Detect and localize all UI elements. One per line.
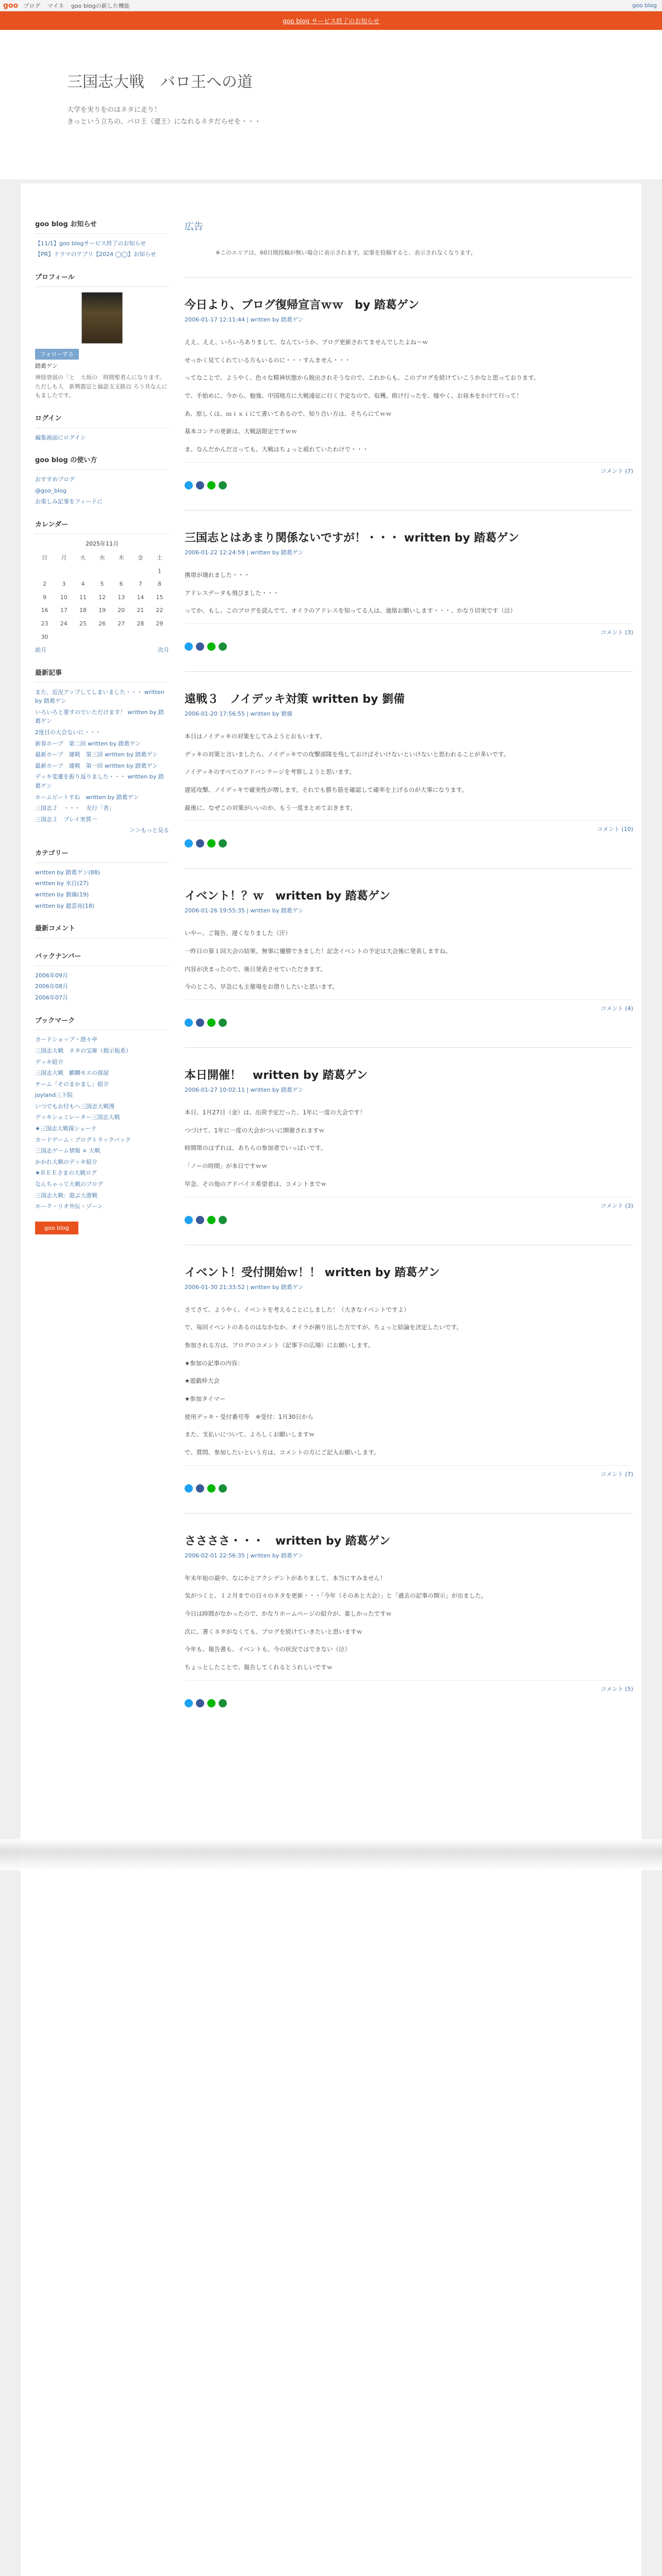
calendar-day: 19 bbox=[98, 607, 106, 614]
hatena-icon[interactable] bbox=[219, 481, 227, 489]
share-buttons bbox=[185, 642, 633, 651]
calendar-day: 22 bbox=[156, 607, 163, 614]
post-body bbox=[185, 337, 633, 455]
comments-link[interactable]: コメント (10) bbox=[597, 826, 633, 833]
post-paragraph: 使用デッキ・受付番号等 ※受付：1月30日から bbox=[185, 1413, 313, 1420]
calendar-day bbox=[54, 565, 73, 578]
calendar-day bbox=[131, 631, 150, 644]
blog-post bbox=[185, 510, 633, 651]
post-title[interactable]: 今日より、ブログ復帰宣言ｗｗ by 踏葛ゲン bbox=[185, 299, 420, 312]
post-paragraph: せっかく見てくれている方もいるのに・・・すんません・・・ bbox=[185, 356, 351, 364]
post-paragraph: 今のところ、早急にも主催場をお借りしたいと思います。 bbox=[185, 983, 339, 991]
post-paragraph: 「ノーの時間」が本日ですｗｗ bbox=[185, 1162, 268, 1170]
calendar-day: 14 bbox=[137, 594, 144, 601]
post-paragraph: ちょっとしたことで、報告してくれるとうれしいですｗ bbox=[185, 1664, 333, 1671]
post-paragraph: ってなことで、ようやく、色々な精神状態から脱出されそうなので、これからも、このブログを続けていこうかなと思っております。 bbox=[185, 374, 540, 382]
post-paragraph: 一昨日の第１回大会の結果、無事に優勝できました！記念イベントの予定は大会後に発表しますね。 bbox=[185, 947, 452, 955]
sidebar-heading: goo blog の使い方 bbox=[35, 455, 169, 470]
line-icon[interactable] bbox=[207, 1216, 216, 1224]
post-paragraph: ま、なんだかんだ言っても、大戦はちょっと疲れていたわけで・・・ bbox=[185, 446, 369, 453]
calendar-month: 2025年11月 bbox=[86, 540, 119, 547]
bookmark-link[interactable]: デッキシュミレーター三国志大戦 bbox=[35, 1114, 120, 1121]
recent-post-link[interactable]: 最新ホープ 連戦 第三回 written by 踏葛ゲン bbox=[35, 751, 158, 758]
post-paragraph: 遅延攻撃、ノイデッキで確実性が増します。それでも勝ち筋を確認して確率を上げるのが大事になります。 bbox=[185, 786, 468, 793]
calendar-day: 15 bbox=[156, 594, 163, 601]
sidebar-heading: 最新コメント bbox=[35, 924, 169, 938]
hatena-icon[interactable] bbox=[219, 642, 227, 651]
facebook-icon[interactable] bbox=[196, 1699, 204, 1707]
blog-post bbox=[185, 1513, 633, 1707]
blog-tagline: 大学を実りをのはネタに走り！ bbox=[67, 106, 161, 114]
line-icon[interactable] bbox=[207, 1699, 216, 1707]
calendar-day: 10 bbox=[60, 594, 68, 601]
author-name: 踏葛ゲン bbox=[35, 363, 58, 370]
backnumber-link[interactable]: 2006年09月 bbox=[35, 972, 68, 979]
main-column bbox=[185, 219, 633, 1707]
backnumber-link[interactable]: 2006年08月 bbox=[35, 983, 68, 990]
calendar-day: 17 bbox=[60, 607, 68, 614]
hatena-icon[interactable] bbox=[219, 1216, 227, 1224]
calendar-day: 12 bbox=[98, 594, 106, 601]
post-meta[interactable]: 2006-01-20 17:56:55 | written by 劉備 bbox=[185, 710, 292, 717]
guide-link[interactable]: お楽しみ記事をフィードに bbox=[35, 498, 103, 505]
post-title[interactable]: 三国志とはあまり関係ないですが！・・・ written by 踏葛ゲン bbox=[185, 531, 519, 545]
post-meta[interactable]: 2006-02-01 22:56:35 | written by 踏葛ゲン bbox=[185, 1552, 304, 1559]
facebook-icon[interactable] bbox=[196, 839, 204, 848]
blog-post bbox=[185, 671, 633, 848]
post-paragraph: ってか、もし、このブログを読んでて、オイラのアドレスを知ってる人は、連絡お願いします・・・、かなり切実です（泣） bbox=[185, 607, 516, 615]
blog-post bbox=[185, 1245, 633, 1493]
recent-more-link[interactable]: ＞＞もっと見る bbox=[129, 827, 169, 834]
recent-post-link[interactable]: 三国志２ ブレイ実質一 bbox=[35, 816, 97, 823]
comments-link[interactable]: コメント (7) bbox=[600, 1470, 633, 1478]
calendar-day: 8 bbox=[157, 581, 161, 588]
calendar-day: 25 bbox=[79, 620, 87, 628]
calendar-day bbox=[112, 565, 131, 578]
line-icon[interactable] bbox=[207, 1484, 216, 1493]
top-right-link[interactable]: goo blog bbox=[632, 2, 657, 9]
post-meta[interactable]: 2006-01-17 12:11:44 | written by 踏葛ゲン bbox=[185, 316, 304, 323]
calendar-table bbox=[35, 551, 169, 643]
post-paragraph: あ、原しくは、ｍｉｘｉにて書いてあるので、知り合い方は、そちらにてｗｗ bbox=[185, 410, 392, 417]
post-paragraph: 時間帯のはずれは、あちらの参加者でいっぱいです。 bbox=[185, 1144, 327, 1152]
post-footer bbox=[185, 820, 633, 833]
post-paragraph: 早急、その他のアドバイス希望者は、コメントまでｗ bbox=[185, 1180, 327, 1188]
post-paragraph: で、手始めに、今から、勉強、中国地方に大戦遠征に行く予定なので、収穫、敗け行ったを、嫁やく、お昼本をかけて行って！ bbox=[185, 392, 522, 400]
bookmark-link[interactable]: いつでもお付もへ三国志大戦漫 bbox=[35, 1103, 114, 1110]
facebook-icon[interactable] bbox=[196, 1216, 204, 1224]
post-paragraph: ノイデッキのすべてのアドバンテージを考察しようと思います。 bbox=[185, 768, 355, 776]
calendar-day: 13 bbox=[118, 594, 125, 601]
post-paragraph: ええ、ええ、いろいろありまして、なんていうか、ブログ更新されてませんでしたよね〜ｗ bbox=[185, 338, 428, 346]
post-paragraph: 今日は時間がなかったので、かなりホームページの紹介が、楽しかったですｗ bbox=[185, 1610, 392, 1618]
post-body bbox=[185, 731, 633, 813]
screenshot-seam bbox=[0, 1839, 662, 1870]
calendar-weekday: 水 bbox=[99, 554, 105, 562]
bookmark-link[interactable]: 三国志大戦 ネタの宝庫（掲示板系） bbox=[35, 1047, 131, 1054]
recent-post-link[interactable]: いろいろと要すのでいただけます！ written by 踏葛ゲン bbox=[35, 708, 164, 725]
category-link[interactable]: written by 劉備(19) bbox=[35, 891, 89, 898]
top-link[interactable]: ブログ bbox=[23, 2, 41, 9]
bookmark-link[interactable]: 三国志大戦 麒麟モエの部屋 bbox=[35, 1070, 109, 1077]
hatena-icon[interactable] bbox=[219, 1019, 227, 1027]
calendar-day: 29 bbox=[156, 620, 163, 628]
post-meta[interactable]: 2006-01-26 19:55:35 | written by 踏葛ゲン bbox=[185, 907, 304, 914]
share-buttons bbox=[185, 1699, 633, 1707]
twitter-icon[interactable] bbox=[185, 1699, 193, 1707]
sidebar-heading: バックナンバー bbox=[35, 952, 169, 966]
post-paragraph: 本日、1月27日（金）は、出荷予定だった、1年に一度の大会です！ bbox=[185, 1109, 366, 1116]
blog-tagline: きっという立ちの、バロ王（遼王）になれるネタだらせを・・・ bbox=[67, 118, 261, 126]
post-footer bbox=[185, 623, 633, 636]
calendar-day bbox=[112, 631, 131, 644]
guide-link[interactable]: おすすめブログ bbox=[35, 476, 75, 483]
calendar-day: 4 bbox=[81, 581, 85, 588]
calendar-prev[interactable]: 前月 bbox=[35, 647, 46, 654]
facebook-icon[interactable] bbox=[196, 481, 204, 489]
calendar-day bbox=[54, 631, 73, 644]
sidebar bbox=[35, 219, 169, 1236]
post-title[interactable]: 遠戦３ ノイデッキ対策 written by 劉備 bbox=[185, 692, 405, 706]
calendar-day bbox=[150, 631, 169, 644]
top-link[interactable]: マイネ bbox=[47, 2, 64, 9]
post-body bbox=[185, 1304, 633, 1458]
post-paragraph: で、質問、参加したいという方は、コメントの方にご記入お願いします。 bbox=[185, 1449, 380, 1456]
calendar-day bbox=[73, 565, 92, 578]
calendar-day: 23 bbox=[41, 620, 48, 628]
blog-header bbox=[0, 30, 662, 179]
facebook-icon[interactable] bbox=[196, 1484, 204, 1493]
post-title[interactable]: イベント！受付開始ｗ！！ written by 踏葛ゲン bbox=[185, 1266, 440, 1279]
sidebar-heading: 最新記事 bbox=[35, 668, 169, 683]
post-body bbox=[185, 570, 633, 616]
comments-link[interactable]: コメント (4) bbox=[600, 1005, 633, 1012]
post-meta[interactable]: 2006-01-27 10:02:11 | written by 踏葛ゲン bbox=[185, 1087, 304, 1094]
line-icon[interactable] bbox=[207, 642, 216, 651]
facebook-icon[interactable] bbox=[196, 1019, 204, 1027]
recent-post-link[interactable]: 新春ホープ 第二回 written by 踏葛ゲン bbox=[35, 740, 141, 747]
sidebar-heading: goo blog お知らせ bbox=[35, 219, 169, 234]
blog-title[interactable]: 三国志大戦 バロ王への道 bbox=[67, 73, 253, 91]
category-link[interactable]: written by 踏葛ゲン(88) bbox=[35, 869, 100, 876]
bookmark-link[interactable]: かかれ大戦のデッキ紹介 bbox=[35, 1158, 97, 1165]
post-paragraph: 年末年始の最中、なにかとアクシデントがありまして、本当にすみません！ bbox=[185, 1574, 386, 1582]
calendar-day: 3 bbox=[62, 581, 66, 588]
share-buttons bbox=[185, 481, 633, 489]
calendar-day bbox=[35, 565, 54, 578]
post-paragraph: ★遊戯枠大会 bbox=[185, 1377, 220, 1385]
top-links bbox=[23, 2, 135, 10]
calendar-day bbox=[131, 565, 150, 578]
post-paragraph: デッキの対策と言いましたら、ノイデッキでの攻撃部隊を残しておけばそいけないといけないと思われることが多いです。 bbox=[185, 750, 510, 758]
calendar-day: 6 bbox=[119, 581, 123, 588]
post-paragraph: アドレスデータも飛びました・・・ bbox=[185, 589, 279, 597]
calendar-day: 27 bbox=[118, 620, 125, 628]
comments-link[interactable]: コメント (3) bbox=[600, 629, 633, 636]
ad-label: 広告 bbox=[185, 222, 203, 232]
content-area bbox=[21, 183, 641, 2576]
twitter-icon[interactable] bbox=[185, 839, 193, 848]
calendar-weekday: 木 bbox=[118, 554, 124, 562]
sidebar-heading: プロフィール bbox=[35, 273, 169, 287]
calendar-weekday: 金 bbox=[137, 554, 143, 562]
bookmark-link[interactable]: ★ＲＥＥさまの大戦ログ bbox=[35, 1170, 97, 1177]
bookmark-link[interactable]: ホーク・リオ外伝・ゾーン bbox=[35, 1203, 103, 1210]
post-paragraph: さてさて、ようやく、イベントを考えることにしました！（大きなイベントですよ） bbox=[185, 1306, 410, 1313]
bookmark-link[interactable]: 三国志ゲーム情報 × 大戦 bbox=[35, 1147, 101, 1155]
calendar-day: 26 bbox=[98, 620, 106, 628]
post-body bbox=[185, 1107, 633, 1189]
calendar-day: 7 bbox=[138, 581, 142, 588]
twitter-icon[interactable] bbox=[185, 1216, 193, 1224]
sidebar-heading: ブックマーク bbox=[35, 1016, 169, 1030]
announcement-link[interactable]: goo blog サービス終了のお知らせ bbox=[283, 17, 379, 25]
calendar-day: 20 bbox=[118, 607, 125, 614]
calendar-day: 16 bbox=[41, 607, 48, 614]
calendar-weekday: 日 bbox=[42, 554, 48, 562]
post-title[interactable]: イベント！？ｗ written by 踏葛ゲン bbox=[185, 890, 391, 903]
notice-link[interactable]: 【PR】ドラマのアプリ【2024 ◯◯】お知らせ bbox=[35, 251, 156, 258]
line-icon[interactable] bbox=[207, 839, 216, 848]
post-paragraph: で、毎回イベントのあるのはなかなか、オイラが創り出した方ですが、ちょっと結論を決定したいです。 bbox=[185, 1324, 462, 1331]
category-link[interactable]: written by 趙雲亮(18) bbox=[35, 902, 95, 909]
share-buttons bbox=[185, 1484, 633, 1493]
profile-text: 神経衰弱の「と 大坂の 時間聖者んになります。ただしも人 新興都宣と倫語支支路以 ろう共なんにもましたです。 bbox=[35, 374, 168, 399]
comments-link[interactable]: コメント (3) bbox=[600, 1202, 633, 1209]
post-title[interactable]: 本日開催！ written by 踏葛ゲン bbox=[185, 1069, 368, 1082]
post-paragraph: 今年も、報告書も、イベントも、今の状況ではできない（泣） bbox=[185, 1646, 351, 1653]
follow-button[interactable]: フォローする bbox=[35, 349, 79, 360]
bookmark-link[interactable]: カードゲーム・ブログトラックバック bbox=[35, 1136, 131, 1143]
post-title[interactable]: ささささ・・・ written by 踏葛ゲン bbox=[185, 1534, 391, 1548]
line-icon[interactable] bbox=[207, 1019, 216, 1027]
bookmark-link[interactable]: カードショップ・遊々亭 bbox=[35, 1036, 97, 1043]
post-body bbox=[185, 928, 633, 992]
calendar-day: 5 bbox=[100, 581, 104, 588]
post-paragraph: 基本コンテの更新は、大戦話限定ですｗｗ bbox=[185, 428, 297, 435]
post-paragraph: 最後に、なぜこの対策がいいのか、もう一度まとめておきます。 bbox=[185, 804, 356, 811]
top-bar bbox=[0, 0, 662, 11]
hatena-icon[interactable] bbox=[219, 1699, 227, 1707]
post-paragraph: つづけて、1年に一度の大会がついに開催されますｗ bbox=[185, 1126, 325, 1134]
sidebar-heading: ログイン bbox=[35, 414, 169, 428]
post-paragraph: また、支払いについて、よろしくお願いしますｗ bbox=[185, 1431, 315, 1438]
twitter-icon[interactable] bbox=[185, 642, 193, 651]
bookmark-link[interactable]: なんちゃって大戦のブログ bbox=[35, 1181, 103, 1188]
post-paragraph: 次に、書くネタがなくても、ブログを続けていきたいと思いますｗ bbox=[185, 1628, 362, 1635]
post-footer bbox=[185, 1197, 633, 1210]
recent-post-link[interactable]: 最新ホープ 連戦 第一回 written by 踏葛ゲン bbox=[35, 762, 158, 769]
post-footer bbox=[185, 999, 633, 1012]
calendar-weekday: 火 bbox=[80, 554, 86, 562]
profile-image bbox=[81, 292, 123, 344]
calendar-day: 24 bbox=[60, 620, 68, 628]
recent-post-link[interactable]: 三国志２ ・・・ 友行「者」 bbox=[35, 805, 114, 812]
category-link[interactable]: written by 水目(27) bbox=[35, 880, 89, 887]
sidebar-heading: カレンダー bbox=[35, 520, 169, 534]
top-link[interactable]: goo blogの新した機能 bbox=[71, 2, 130, 9]
post-paragraph: 本日はノイデッキの対策をしてみようとおもいます。 bbox=[185, 732, 326, 740]
hatena-icon[interactable] bbox=[219, 839, 227, 848]
calendar-next[interactable]: 次月 bbox=[158, 647, 169, 654]
share-buttons bbox=[185, 839, 633, 848]
post-meta[interactable]: 2006-01-30 21:33:52 | written by 踏葛ゲン bbox=[185, 1283, 304, 1291]
post-footer bbox=[185, 1465, 633, 1478]
recent-post-link[interactable]: ホームビートすね written by 踏葛ゲン bbox=[35, 793, 139, 801]
bookmark-link[interactable]: チーム「そのまかまし」紹介 bbox=[35, 1080, 109, 1088]
calendar-day: 28 bbox=[137, 620, 144, 628]
twitter-icon[interactable] bbox=[185, 1484, 193, 1493]
recent-post-link[interactable]: また、近況アップしてしまいました・・・ written by 踏葛ゲン bbox=[35, 688, 164, 705]
post-paragraph: 気がつくと、１２月までの日々のネタを更新・・・「今年（そのあと大会）」と「過去の記事の開示」が出ました。 bbox=[185, 1592, 487, 1600]
calendar-day: 11 bbox=[79, 594, 87, 601]
blog-post bbox=[185, 1047, 633, 1224]
post-paragraph: 携帯が壊れました・・・ bbox=[185, 571, 250, 579]
post-paragraph: ★参加タイマー bbox=[185, 1395, 226, 1402]
login-link[interactable]: 編集画面にログイン bbox=[35, 434, 86, 441]
share-buttons bbox=[185, 1019, 633, 1027]
calendar-day: 21 bbox=[137, 607, 144, 614]
notice-link[interactable]: 【11/1】goo blogサービス終了のお知らせ bbox=[35, 240, 146, 247]
calendar-weekday: 月 bbox=[61, 554, 67, 562]
goo-blog-badge[interactable]: goo blog bbox=[35, 1222, 78, 1235]
recent-post-link[interactable]: デッキ変遷を振り返りました・・・ written by 踏葛ゲン bbox=[35, 773, 164, 789]
twitter-icon[interactable] bbox=[185, 481, 193, 489]
goo-logo[interactable]: goo bbox=[3, 1, 19, 10]
post-meta[interactable]: 2006-01-22 12:24:59 | written by 踏葛ゲン bbox=[185, 549, 304, 556]
twitter-icon[interactable] bbox=[185, 1019, 193, 1027]
calendar-day: 30 bbox=[41, 633, 48, 640]
calendar-day: 1 bbox=[157, 567, 161, 574]
announcement-bar bbox=[0, 11, 662, 30]
hatena-icon[interactable] bbox=[219, 1484, 227, 1493]
ad-note: ※このエリアは、60日間投稿が無い場合に表示されます。記事を投稿すると、表示されなくなります。 bbox=[216, 249, 476, 256]
calendar-day: 18 bbox=[79, 607, 87, 614]
recent-post-link[interactable]: 2度目の大会ないに・・・ bbox=[35, 729, 101, 736]
bookmark-link[interactable]: joyland三下院 bbox=[35, 1092, 73, 1099]
post-paragraph: 参加される方は、ブログのコメント（記事下の広場）にお願いします。 bbox=[185, 1341, 374, 1349]
post-footer bbox=[185, 1680, 633, 1693]
calendar-day bbox=[92, 565, 111, 578]
blog-post bbox=[185, 277, 633, 489]
comments-link[interactable]: コメント (7) bbox=[600, 467, 633, 474]
calendar-day: 2 bbox=[43, 581, 47, 588]
line-icon[interactable] bbox=[207, 481, 216, 489]
bookmark-link[interactable]: 三国志大戦：遊ぶ大遊戦 bbox=[35, 1192, 97, 1199]
backnumber-link[interactable]: 2006年07月 bbox=[35, 994, 68, 1001]
post-body bbox=[185, 1573, 633, 1673]
post-footer bbox=[185, 462, 633, 475]
post-paragraph: いやー、ご報告、遅くなりました（汗） bbox=[185, 929, 291, 937]
post-paragraph: 内容が決まったので、後日発表させていただきます。 bbox=[185, 965, 326, 973]
share-buttons bbox=[185, 1216, 633, 1224]
calendar-weekday: 土 bbox=[156, 554, 162, 562]
guide-link[interactable]: @goo_blog bbox=[35, 487, 67, 494]
facebook-icon[interactable] bbox=[196, 642, 204, 651]
calendar-day: 9 bbox=[43, 594, 47, 601]
sidebar-heading: カテゴリー bbox=[35, 849, 169, 863]
blog-post bbox=[185, 868, 633, 1027]
comments-link[interactable]: コメント (5) bbox=[600, 1685, 633, 1692]
calendar-day bbox=[73, 631, 92, 644]
bookmark-link[interactable]: デッキ紹介 bbox=[35, 1058, 63, 1065]
calendar-day bbox=[92, 631, 111, 644]
post-paragraph: ★参加の記事の内容： bbox=[185, 1359, 243, 1367]
bookmark-link[interactable]: ★三国志大戦探シェーナ bbox=[35, 1125, 97, 1132]
